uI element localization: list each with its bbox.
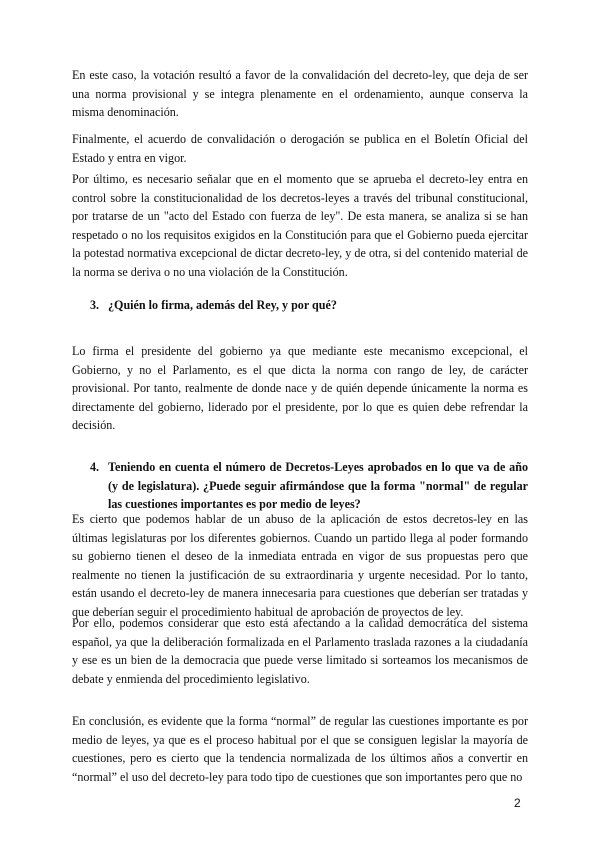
paragraph-abuso-decretos: Es cierto que podemos hablar de un abuso de la aplicación de estos decretos-ley en las últimas legislaturas por los diferentes gobiernos. Cuando un partido llega al poder formando su gobierno tienen el deseo de la inmediata entrada en vigor de sus propuestas pero que realmente no tienen la justificación de su extraordinaria y urgente necesidad. Por lo tanto, están usando el decreto-ley de manera innecesaria para cuestiones que deberían ser tratadas y que deberían seguir el procedimiento habitual de aprobación de proyectos de ley. xyxy=(72,512,528,619)
heading-text: ¿Quién lo firma, además del Rey, y por qué? xyxy=(108,298,337,312)
paragraph-conclusion: En conclusión, es evidente que la forma “normal” de regular las cuestiones importante es por medio de leyes, ya que es el proceso habitual por el que se consiguen legislar la mayoría de cuestiones, pero es cierto que la tendencia normalizada de los últimos años a convertir en “normal” el uso del decreto-ley para todo tipo de cuestiones que son importantes pero que no xyxy=(72,714,528,784)
page-number: 2 xyxy=(514,796,521,810)
paragraph-convalidacion: En este caso, la votación resultó a favor de la convalidación del decreto-ley, que deja de ser una norma provisional y se integra plenamente en el ordenamiento, aunque conserva la misma denominación. xyxy=(72,68,528,120)
section-heading-3 xyxy=(90,296,528,315)
paragraph-quien-firma: Lo firma el presidente del gobierno ya que mediante este mecanismo excepcional, el Gobierno, y no el Parlamento, es el que dicta la norma con rango de ley, de carácter provisional. Por tanto, realmente de donde nace y de quién depende únicamente la norma es directamente del gobierno, liderado por el presidente, por lo que es quien debe refrendar la decisión. xyxy=(72,344,528,433)
heading-number: 3. xyxy=(90,298,100,312)
paragraph-calidad-democratica: Por ello, podemos considerar que esto está afectando a la calidad democrática del sistema español, ya que la deliberación formalizada en el Parlamento traslada razones a la ciudadanía y ese es un bien de la democracia que puede verse limitado si sorteamos los mecanismos de debate y enmienda del procedimiento legislativo. xyxy=(72,616,528,686)
paragraph-publicacion-boe: Finalmente, el acuerdo de convalidación o derogación se publica en el Boletín Oficial del Estado y entra en vigor. xyxy=(72,132,528,165)
heading-number: 4. xyxy=(90,460,100,474)
section-heading-4 xyxy=(90,458,528,514)
paragraph-control-constitucional: Por último, es necesario señalar que en el momento que se aprueba el decreto-ley entra en control sobre la constitucionalidad de los decretos-leyes a través del tribunal constitucional, por tratarse de un "acto del Estado con fuerza de ley". De esta manera, se analiza si se han respetado o no los requisitos exigidos en la Constitución para que el Gobierno pueda ejercitar la potestad normativa excepcional de dictar decreto-ley, y de otra, si del contenido material de la norma se deriva o no una violación de la Constitución. xyxy=(72,172,528,279)
heading-text: Teniendo en cuenta el número de Decretos-Leyes aprobados en lo que va de año (y de legislatura). ¿Puede seguir afirmándose que la forma "normal" de regular las cuestiones importantes es por medio de leyes? xyxy=(108,460,528,512)
